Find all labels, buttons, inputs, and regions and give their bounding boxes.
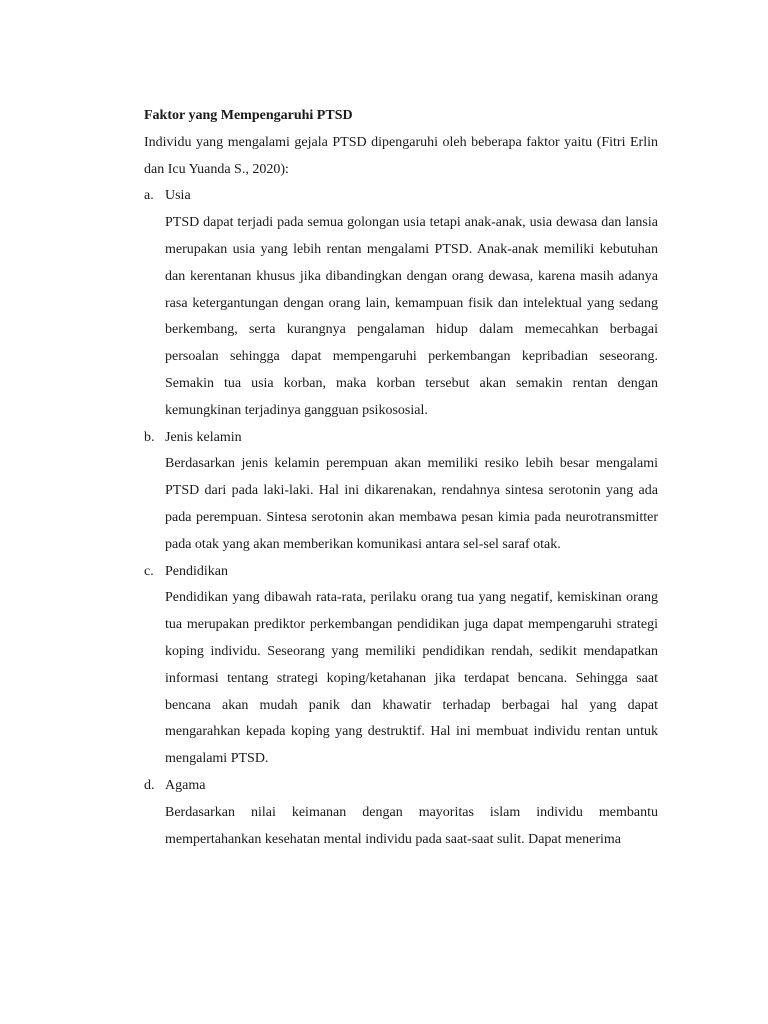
list-item-header: [144, 773, 658, 800]
list-marker: c.: [144, 563, 154, 579]
list-marker: a.: [144, 188, 154, 204]
list-item-jenis-kelamin: [144, 425, 658, 559]
list-item-agama: [144, 773, 658, 853]
list-item-header: [144, 183, 658, 210]
list-marker: b.: [144, 429, 155, 445]
list-item-header: [144, 425, 658, 452]
section-heading: Faktor yang Mempengaruhi PTSD: [144, 108, 353, 123]
list-item-title: Usia: [165, 188, 191, 204]
list-item-pendidikan: [144, 559, 658, 773]
list-item-header: [144, 559, 658, 586]
list-item-title: Pendidikan: [165, 563, 228, 579]
list-item-body: Berdasarkan nilai keimanan dengan mayoritas islam individu membantu mempertahankan kesehatan mental individu pada saat-saat sulit. Dapat menerima: [165, 804, 658, 847]
list-item-body: PTSD dapat terjadi pada semua golongan usia tetapi anak-anak, usia dewasa dan lansia merupakan usia yang lebih rentan mengalami PTSD. Anak-anak memiliki kebutuhan dan kerentanan khusus jika dibandingkan dengan orang dewasa, karena masih adanya rasa ketergantungan dengan orang lain, kemampuan fisik dan intelektual yang sedang berkembang, serta kurangnya pengalaman hidup dalam memecahkan berbagai persoalan sehingga dapat mempengaruhi perkembangan kepribadian seseorang. Semakin tua usia korban, maka korban tersebut akan semakin rentan dengan kemungkinan terjadinya gangguan psikososial.: [165, 215, 658, 418]
list-item-body: Berdasarkan jenis kelamin perempuan akan memiliki resiko lebih besar mengalami PTSD dari pada laki-laki. Hal ini dikarenakan, rendahnya sintesa serotonin yang ada pada perempuan. Sintesa serotonin akan membawa pesan kimia pada neurotransmitter pada otak yang akan memberikan komunikasi antara sel-sel saraf otak.: [165, 456, 658, 552]
list-item-title: Jenis kelamin: [165, 429, 242, 445]
intro-paragraph: Individu yang mengalami gejala PTSD dipengaruhi oleh beberapa faktor yaitu (Fitri Erlin dan Icu Yuanda S., 2020):: [144, 134, 658, 177]
list-item-body: Pendidikan yang dibawah rata-rata, perilaku orang tua yang negatif, kemiskinan orang tua merupakan prediktor perkembangan pendidikan juga dapat mempengaruhi strategi koping individu. Seseorang yang memiliki pendidikan rendah, sedikit mendapatkan informasi tentang strategi koping/ketahanan jika terdapat bencana. Sehingga saat bencana akan mudah panik dan khawatir terhadap berbagai hal yang dapat mengarahkan kepada koping yang destruktif. Hal ini membuat individu rentan untuk mengalami PTSD.: [165, 590, 658, 767]
list-item-usia: [144, 183, 658, 424]
list-item-title: Agama: [165, 777, 206, 793]
document-content: [144, 103, 658, 853]
list-marker: d.: [144, 777, 155, 793]
